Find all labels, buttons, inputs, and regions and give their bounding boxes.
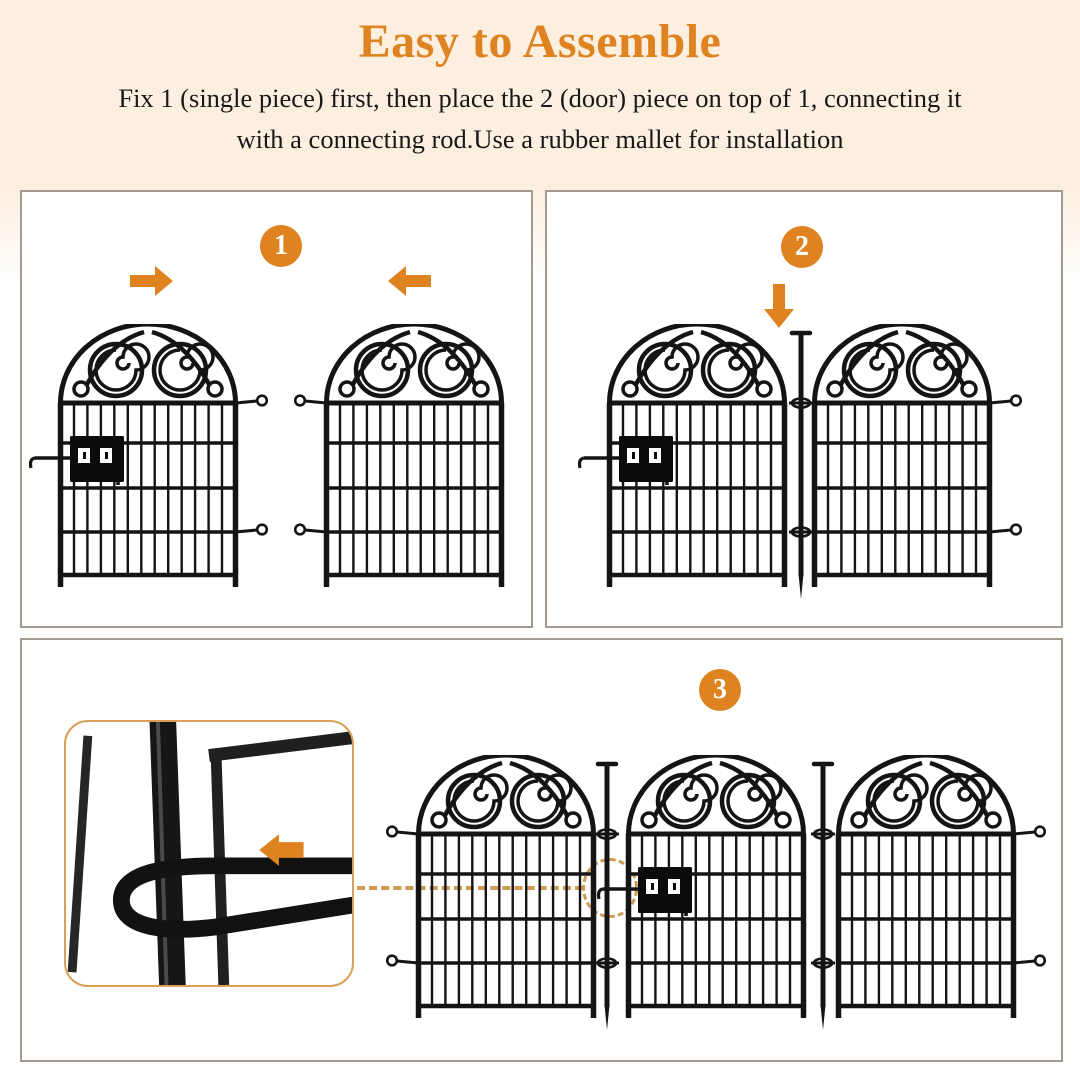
connection-detail-inset [64,720,354,987]
fence-single-piece [294,324,534,600]
step-2-badge [781,226,823,268]
subtitle-line-1: Fix 1 (single piece) first, then place the 2 (door) piece on top of 1, connecting it [118,83,962,113]
subtitle [0,78,1080,160]
step-3-number: 3 [713,674,727,705]
step-2-panel [545,190,1063,628]
step-1-number: 1 [274,230,288,261]
page-title: Easy to Assemble [358,15,722,68]
fence-door-piece [596,755,836,1031]
fence-door-piece [577,324,817,600]
arrow-down-icon [763,284,795,329]
header [0,0,1080,160]
hook-around-rod-photo [66,722,352,985]
arrow-left-icon [387,265,431,297]
fence-single-piece [782,324,1022,600]
step-2-number: 2 [795,231,809,262]
fence-single-piece [386,755,626,1031]
step-3-panel [20,638,1063,1062]
step-1-badge [260,225,302,267]
arrow-right-icon [130,265,174,297]
step-3-badge [699,669,741,711]
fence-single-piece [806,755,1046,1031]
subtitle-line-2: with a connecting rod.Use a rubber mallet for installation [236,124,844,154]
fence-door-piece [28,324,268,600]
step-1-panel [20,190,533,628]
